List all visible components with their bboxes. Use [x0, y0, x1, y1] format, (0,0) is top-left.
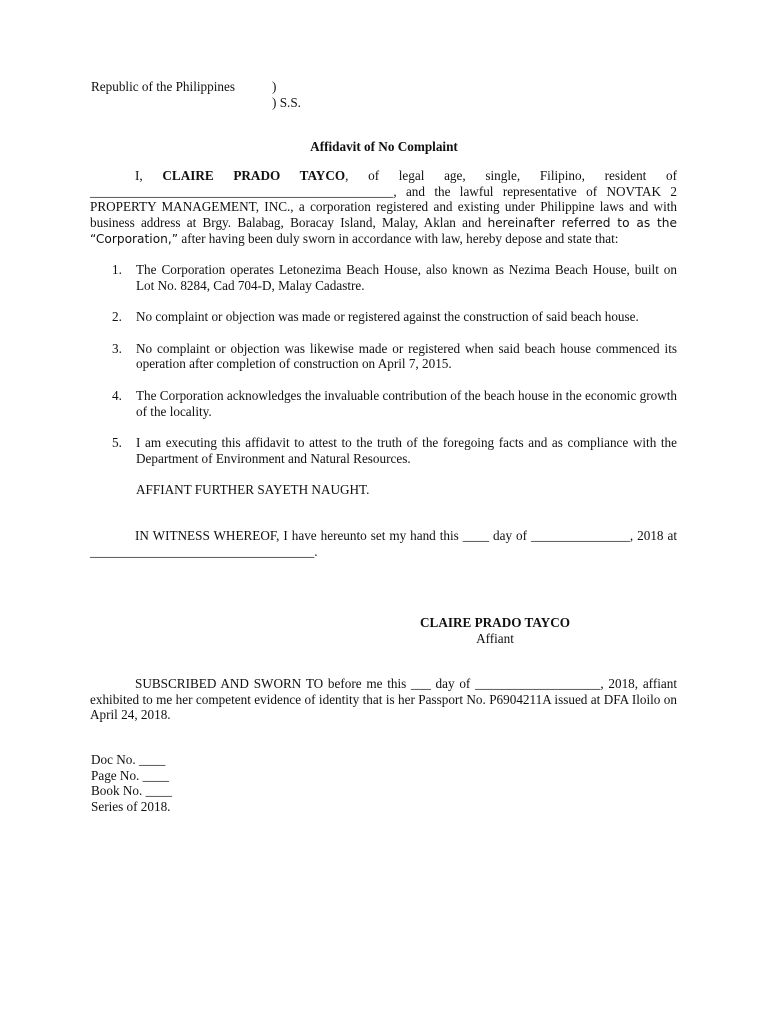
- intro-part3: after having been duly sworn in accordance with law, hereby depose and state that:: [178, 231, 619, 247]
- item-text: The Corporation acknowledges the invaluable contribution of the beach house in the economic growth of the locality.: [136, 387, 677, 419]
- list-item: [90, 309, 677, 325]
- statement-list: [90, 262, 677, 466]
- intro-part2: hereinafter referred to as the “Corporation,”: [90, 215, 677, 247]
- item-text: No complaint or objection was made or registered against the construction of said beach house.: [136, 309, 639, 325]
- list-item: [90, 262, 677, 293]
- signature-block: [370, 615, 620, 646]
- list-item: [90, 388, 677, 419]
- item-number: 5.: [112, 435, 122, 451]
- intro-part1: , of legal age, single, Filipino, resident of ______________________________________________, and the lawful representative of NOVTAK 2 PROPERTY MANAGEMENT, INC., a corporation registered and existing under Philippine laws and with business address at Brgy. Balabag, Boracay Island, Malay, Aklan and: [90, 168, 677, 230]
- jurat-paragraph: SUBSCRIBED AND SWORN TO before me this ___ day of ___________________, 2018, affiant exhibited to me her competent evidence of identity that is her Passport No. P6904211A issued at DFA Iloilo on April 24, 2018.: [90, 676, 677, 723]
- list-item: [90, 341, 677, 372]
- item-text: No complaint or objection was likewise made or registered when said beach house commenced its operation after completion of construction on April 7, 2015.: [136, 340, 677, 372]
- item-number: 3.: [112, 340, 122, 356]
- further-statement: AFFIANT FURTHER SAYETH NAUGHT.: [136, 482, 370, 498]
- item-number: 2.: [112, 309, 122, 325]
- intro-paragraph: [90, 168, 677, 248]
- doc-number: Doc No. ____: [91, 752, 166, 767]
- item-text: I am executing this affidavit to attest to the truth of the foregoing facts and as compliance with the Department of Environment and Natural Resources.: [136, 435, 677, 466]
- witness-clause: IN WITNESS WHEREOF, I have hereunto set my hand this ____ day of _______________, 2018 at __________________________________.: [90, 527, 677, 559]
- signatory-role: Affiant: [476, 630, 514, 646]
- venue-ss: ) S.S.: [272, 95, 301, 110]
- item-number: 4.: [112, 387, 122, 403]
- book-number: Book No. ____: [91, 783, 172, 798]
- affidavit-body: [90, 168, 677, 559]
- page-number: Page No. ____: [91, 767, 170, 783]
- notarial-register: [91, 752, 172, 814]
- item-text: The Corporation operates Letonezima Beach House, also known as Nezima Beach House, built on Lot No. 8284, Cad 704-D, Malay Cadastre.: [136, 261, 677, 293]
- affiant-name: CLAIRE PRADO TAYCO: [162, 168, 346, 183]
- venue-block: [91, 79, 301, 111]
- series-year: Series of 2018.: [91, 798, 171, 814]
- item-number: 1.: [112, 261, 122, 277]
- jurat-block: [90, 676, 677, 723]
- intro-prefix: I,: [135, 168, 163, 183]
- venue-bracket: ): [272, 79, 277, 94]
- list-item: [90, 435, 677, 466]
- signatory-name: CLAIRE PRADO TAYCO: [420, 615, 570, 630]
- document-title: Affidavit of No Complaint: [310, 139, 458, 154]
- venue-country: Republic of the Philippines: [91, 79, 235, 94]
